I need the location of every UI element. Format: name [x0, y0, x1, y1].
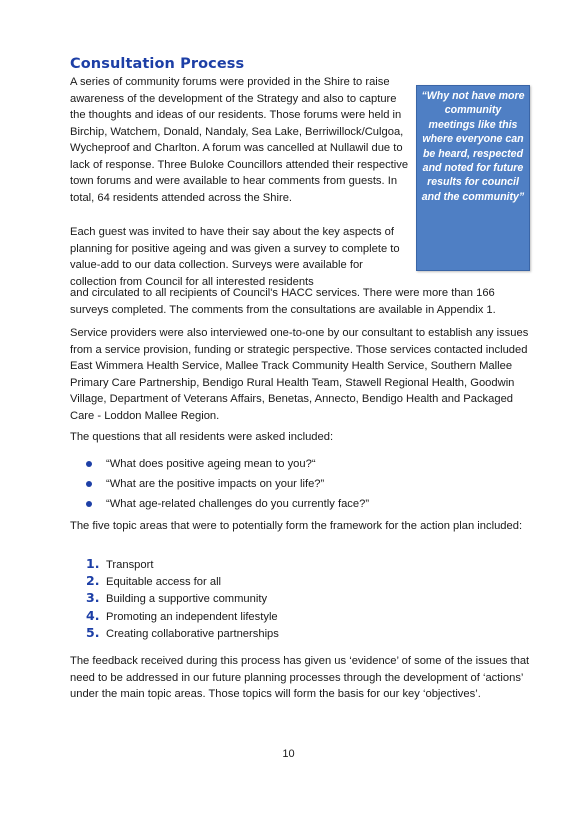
page-number: 10	[282, 748, 295, 760]
list-item	[86, 496, 369, 516]
topic-label: Building a supportive community	[106, 593, 268, 606]
section-heading: Consultation Process	[70, 56, 245, 72]
questions-intro: The questions that all residents were asked included:	[70, 431, 334, 443]
feedback-paragraph: The feedback received during this process has given us ‘evidence’ of some of the issues that need to be addressed in our future planning processes through the development of ‘actions’ under the main topic areas. Those topics will form the basis for our key ‘objectives’.	[70, 655, 530, 700]
item-number: 1.	[86, 556, 100, 571]
item-number: 4.	[86, 607, 100, 623]
question-text: “What age-related challenges do you currently face?”	[106, 498, 370, 510]
survey-paragraph-part2: and circulated to all recipients of Council's HACC services. There were more than 166 surveys completed. The comments from the consultations are available in Appendix 1.	[70, 287, 496, 316]
item-number: 3.	[86, 590, 100, 606]
bullet-icon	[86, 501, 92, 507]
topic-label: Promoting an independent lifestyle	[106, 610, 278, 623]
bullet-icon	[86, 481, 92, 487]
list-item	[86, 591, 279, 608]
topic-label: Equitable access for all	[106, 576, 222, 589]
survey-paragraph-part1: Each guest was invited to have their say about the key aspects of planning for positive ageing and was given a survey to complete to value-add to our data collection. Surveys were available for collection from Council for all interested residents	[70, 226, 400, 288]
item-number: 5.	[86, 624, 100, 640]
list-item	[86, 557, 279, 574]
list-item	[86, 456, 369, 476]
list-item	[86, 476, 369, 496]
forums-paragraph: A series of community forums were provided in the Shire to raise awareness of the development of the Strategy and also to capture the thoughts and ideas of our residents. Those forums were held in Birchip, Watchem, Donald, Nandaly, Sea Lake, Berriwillock/Culgoa, Wycheproof and Charlton. A forum was cancelled at Nullawil due to lack of response. Three Buloke Councillors attended their respective town forums and were available to hear comments from guests. In total, 64 residents attended across the Shire.	[70, 76, 409, 204]
topics-intro: The five topic areas that were to potentially form the framework for the action plan included:	[70, 520, 523, 532]
item-number: 2.	[86, 573, 100, 589]
quote-text: “Why not have more community meetings like this where everyone can be heard, respected and noted for future results for council and the community”	[421, 90, 525, 203]
service-providers-paragraph: Service providers were also interviewed one-to-one by our consultant to establish any issues from a service provision, funding or strategic perspective. Those services contacted included East Wimmera Health Service, Mallee Track Community Health Service, Southern Mallee Primary Care Partnership, Bendigo Rural Health Team, Stawell Regional Health, Goodwin Village, Department of Veterans Affairs, Benetas, Annecto, Bendigo Health and Packaged Care - Loddon Mallee Region.	[70, 327, 529, 422]
topic-label: Transport	[106, 559, 154, 571]
list-item	[86, 609, 279, 626]
quote-callout	[416, 85, 530, 271]
list-item	[86, 626, 279, 643]
list-item	[86, 574, 279, 591]
bullet-icon	[86, 461, 92, 467]
topics-list	[86, 557, 279, 643]
question-text: “What are the positive impacts on your life?”	[106, 478, 325, 490]
topic-label: Creating collaborative partnerships	[106, 627, 279, 640]
questions-list	[86, 456, 369, 516]
question-text: “What does positive ageing mean to you?“	[106, 458, 316, 470]
